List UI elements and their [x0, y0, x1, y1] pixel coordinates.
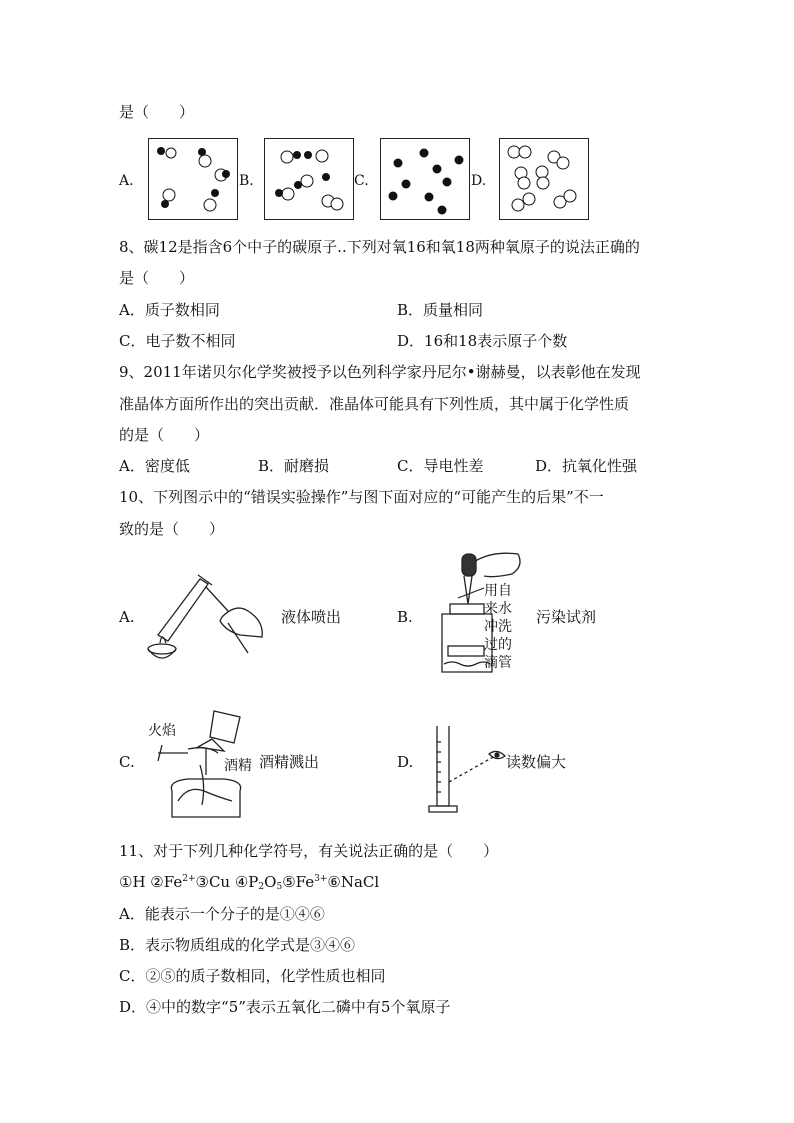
q10-stem-line1: 10、下列图示中的“错误实验操作”与图下面对应的“可能产生的后果”不一	[119, 488, 604, 506]
q7-box-b-diagram	[265, 139, 353, 219]
q10-a-result: 液体喷出	[281, 608, 342, 626]
q10-c-flame-label: 火焰	[148, 723, 176, 739]
q7-option-a-label: A.	[119, 173, 134, 189]
q7-box-d	[499, 138, 589, 220]
q11-symbol-3-charge: 3+	[314, 874, 328, 884]
q11-symbols	[119, 872, 379, 892]
q10-b-result: 污染试剂	[536, 608, 597, 626]
q10-b-label	[484, 582, 512, 672]
q11-option-a: A．能表示一个分子的是①④⑥	[119, 905, 325, 923]
q11-symbol-2: ③Cu ④P	[195, 873, 259, 891]
q9-stem-line2: 准晶体方面所作出的突出贡献．准晶体可能具有下列性质，其中属于化学性质	[119, 395, 630, 413]
q11-option-b: B．表示物质组成的化学式是③④⑥	[119, 936, 356, 954]
q11-symbol-3: ⑤Fe	[282, 873, 315, 891]
q7-box-a-diagram	[149, 139, 237, 219]
q11-option-c: C．②⑤的质子数相同，化学性质也相同	[119, 967, 386, 985]
q7-stem-tail: 是（ ）	[119, 103, 195, 121]
q7-box-a	[148, 138, 238, 220]
q11-symbol-1-charge: 2+	[182, 874, 196, 884]
q9-option-d: D．抗氧化性强	[535, 457, 638, 475]
q8-stem-line1: 8、碳12是指含6个中子的碳原子..下列对氧16和氧18两种氧原子的说法正确的	[119, 238, 640, 256]
q10-b-label-line5: 滴管	[484, 655, 512, 671]
q7-box-c-diagram	[381, 139, 469, 219]
q11-symbol-2-sub2: 5	[276, 882, 283, 892]
q11-option-d: D．④中的数字“5”表示五氧化二磷中有5个氧原子	[119, 998, 451, 1016]
q10-b-label-line2: 来水	[484, 601, 512, 617]
q7-option-b-label: B.	[239, 173, 254, 189]
q8-option-a: A．质子数相同	[119, 301, 220, 319]
q10-a-letter: A.	[119, 608, 135, 626]
q10-b-label-line3: 冲洗	[484, 619, 512, 635]
q10-b-letter: B.	[397, 608, 413, 626]
q10-stem-line2: 致的是（ ）	[119, 520, 225, 538]
q11-stem-line1: 11、对于下列几种化学符号，有关说法正确的是（ ）	[119, 842, 499, 860]
q9-option-a: A．密度低	[119, 457, 190, 475]
q11-symbol-2-sub1: 2	[258, 882, 265, 892]
q11-symbol-4: ⑥NaCl	[327, 873, 380, 891]
q10-b-label-line1: 用自	[484, 583, 512, 599]
q7-box-d-diagram	[500, 139, 588, 219]
q7-box-c	[380, 138, 470, 220]
q9-option-b: B．耐磨损	[258, 457, 330, 475]
q10-b-label-line4: 过的	[484, 637, 512, 653]
q9-stem-line3: 的是（ ）	[119, 426, 210, 444]
q8-option-d: D．16和18表示原子个数	[397, 332, 568, 350]
q9-option-c: C．导电性差	[397, 457, 484, 475]
q10-b-dropper-bottle-illustration	[428, 546, 528, 676]
q11-symbol-1: ①H ②Fe	[119, 873, 183, 891]
q11-symbol-2-mid: O	[264, 873, 277, 891]
q10-a-test-tube-heating-illustration	[140, 565, 270, 665]
q7-option-d-label: D.	[471, 173, 487, 189]
q7-box-b	[264, 138, 354, 220]
q9-stem-line1: 9、2011年诺贝尔化学奖被授予以色列科学家丹尼尔•谢赫曼，以表彰他在发现	[119, 363, 641, 381]
q8-option-b: B．质量相同	[397, 301, 484, 319]
q10-d-letter: D.	[397, 753, 414, 771]
q10-c-letter: C.	[119, 753, 135, 771]
q7-option-c-label: C.	[354, 173, 369, 189]
q10-d-graduated-cylinder-illustration	[425, 722, 525, 822]
q10-b-label-leader-line	[456, 582, 486, 602]
q8-stem-line2: 是（ ）	[119, 269, 195, 287]
q10-c-alcohol-label: 酒精	[224, 758, 252, 774]
q8-option-c: C．电子数不相同	[119, 332, 236, 350]
q10-c-result: 酒精溅出	[259, 753, 320, 771]
q10-d-result: 读数偏大	[506, 753, 567, 771]
